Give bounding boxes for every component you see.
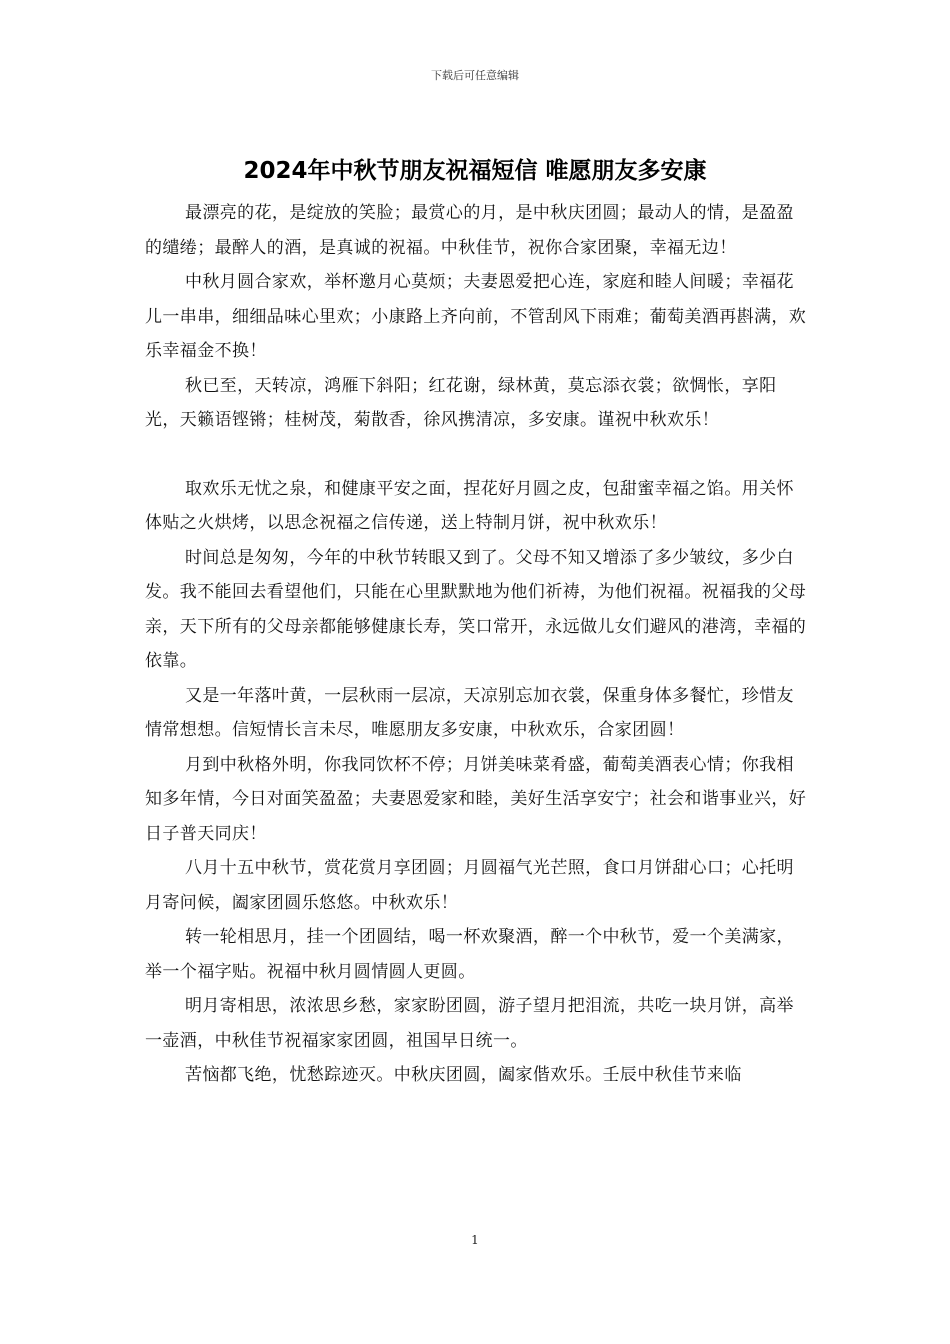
paragraph-8: 八月十五中秋节，赏花赏月享团圆；月圆福气光芒照，食口月饼甜心口；心托明月寄问候，阖家团圆乐悠悠。中秋欢乐！ bbox=[145, 858, 794, 913]
paragraph-4: 取欢乐无忧之泉，和健康平安之面，捏花好月圆之皮，包甜蜜幸福之馅。用关怀体贴之火烘烤，以思念祝福之信传递，送上特制月饼，祝中秋欢乐！ bbox=[145, 478, 794, 533]
paragraph-9: 转一轮相思月，挂一个团圆结，喝一杯欢聚酒，醉一个中秋节，爱一个美满家，举一个福字贴。祝福中秋月圆情圆人更圆。 bbox=[145, 927, 794, 982]
paragraph-3: 秋已至，天转凉，鸿雁下斜阳；红花谢，绿林黄，莫忘添衣裳；欲惆怅，享阳光，天籁语铿锵；桂树茂，菊散香，徐风携清凉，多安康。谨祝中秋欢乐！ bbox=[145, 375, 777, 430]
paragraph-2: 中秋月圆合家欢，举杯邀月心莫烦；夫妻恩爱把心连，家庭和睦人间暖；幸福花儿一串串，细细品味心里欢；小康路上齐向前，不管刮风下雨难；葡萄美酒再斟满，欢乐幸福金不换！ bbox=[145, 272, 807, 361]
paragraph-7: 月到中秋格外明，你我同饮杯不停；月饼美味菜肴盛，葡萄美酒表心情；你我相知多年情，今日对面笑盈盈；夫妻恩爱家和睦，美好生活享安宁；社会和谐事业兴，好日子普天同庆！ bbox=[145, 754, 807, 844]
paragraph-5: 时间总是匆匆，今年的中秋节转眼又到了。父母不知又增添了多少皱纹，多少白发。我不能回去看望他们，只能在心里默默地为他们祈祷，为他们祝福。祝福我的父母亲，天下所有的父母亲都能够健康长寿，笑口常开，永远做儿女们避风的港湾，幸福的依靠。 bbox=[145, 547, 807, 671]
header-note: 下载后可任意编辑 bbox=[431, 69, 519, 82]
paragraph-10: 明月寄相思，浓浓思乡愁，家家盼团圆，游子望月把泪流，共吃一块月饼，高举一壶酒，中秋佳节祝福家家团圆，祖国早日统一。 bbox=[145, 996, 794, 1051]
document-body bbox=[145, 196, 809, 1093]
document-title: 2024年中秋节朋友祝福短信 唯愿朋友多安康 bbox=[243, 158, 707, 184]
page-number: 1 bbox=[471, 1233, 479, 1247]
paragraph-1: 最漂亮的花，是绽放的笑脸；最赏心的月，是中秋庆团圆；最动人的情，是盈盈的缱绻；最醉人的酒，是真诚的祝福。中秋佳节，祝你合家团聚，幸福无边！ bbox=[145, 203, 794, 258]
paragraph-6: 又是一年落叶黄，一层秋雨一层凉，天凉别忘加衣裳，保重身体多餐忙，珍惜友情常想想。信短情长言未尽，唯愿朋友多安康，中秋欢乐，合家团圆！ bbox=[145, 685, 794, 740]
paragraph-11: 苦恼都飞绝，忧愁踪迹灭。中秋庆团圆，阖家偕欢乐。壬辰中秋佳节来临 bbox=[184, 1065, 742, 1085]
